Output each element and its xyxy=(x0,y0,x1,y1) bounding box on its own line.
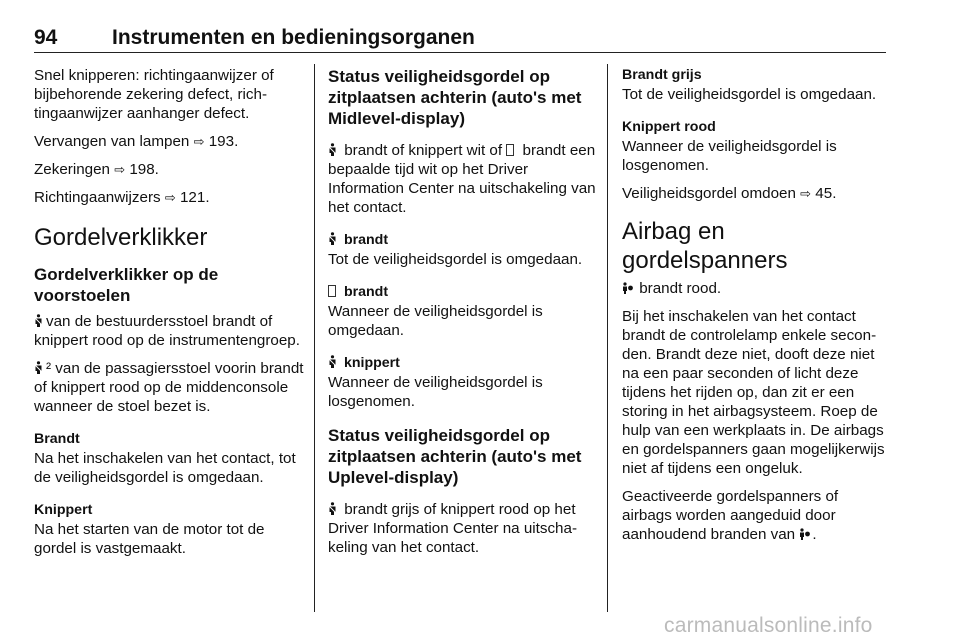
page-number: 94 xyxy=(34,26,58,49)
label-brandt: Brandt xyxy=(34,431,80,447)
chapter-heading: Gordelverklikker xyxy=(34,224,208,251)
label-knippert: Knippert xyxy=(34,502,93,518)
page-ref-arrow-icon: ⇨ xyxy=(114,162,126,177)
airbag-icon xyxy=(799,528,810,540)
page-ref-arrow-icon: ⇨ xyxy=(800,186,812,201)
column-divider xyxy=(314,64,315,612)
page-header xyxy=(34,26,886,53)
label-knippert-rood: Knippert rood xyxy=(622,119,716,135)
seatbelt-icon xyxy=(34,314,43,327)
paragraph: Zekeringen ⇨ 198. xyxy=(34,161,159,178)
label-knippert: knippert xyxy=(340,355,400,371)
paragraph: van de bestuurdersstoel brandt of knippert rood op de instrumentengroep. xyxy=(34,313,300,349)
page-ref-link[interactable]: 193. xyxy=(208,133,239,150)
paragraph: brandt grijs of knippert rood op het Driver Information Center na uitschakeling van het contact. xyxy=(328,501,578,556)
section-heading: Gordelverklikker op de voorstoelen xyxy=(34,265,219,305)
paragraph: Snel knipperen: richtingaanwijzer of bijbehorende zekering defect, richtingaanwijzer aanhanger defect. xyxy=(34,67,274,122)
page-ref-link[interactable]: 198. xyxy=(129,161,159,178)
column-right xyxy=(622,66,888,553)
section-heading: Status veiligheidsgordel op zitplaatsen achterin (auto's met Midlevel-display) xyxy=(328,67,582,128)
page-ref-link[interactable]: 45. xyxy=(815,185,837,202)
unknown-glyph-icon xyxy=(506,144,514,156)
airbag-icon xyxy=(622,282,633,294)
watermark: carmanualsonline.info xyxy=(664,614,873,637)
seatbelt-icon xyxy=(34,361,43,374)
label-brandt: brandt xyxy=(340,284,389,300)
page-ref-arrow-icon: ⇨ xyxy=(193,134,205,149)
seatbelt-icon xyxy=(328,143,337,156)
column-left xyxy=(34,66,304,567)
page-ref-arrow-icon: ⇨ xyxy=(164,190,176,205)
paragraph: brandt rood. xyxy=(622,279,888,298)
paragraph: Geactiveerde gordelspanners of airbags worden aangeduid door aanhoudend branden van . xyxy=(622,488,839,543)
paragraph: Bij het inschakelen van het contact brandt de controlelamp enkele seconden. Brandt deze niet, dooft deze niet na een paar seconden of licht deze tijdens het rijden op, dan zit er een storing in het airbagsysteem. Roep de hulp van een werkplaats in. De airbags en gordelspanners gaan mogelijkerwijs niet af tijdens een ongeluk. xyxy=(622,308,885,477)
paragraph: Knippert Na het starten van de motor tot de gordel is vastgemaakt. xyxy=(34,501,304,558)
paragraph: Veiligheidsgordel omdoen ⇨ 45. xyxy=(622,185,837,202)
column-divider xyxy=(607,64,608,612)
column-middle xyxy=(328,66,596,566)
paragraph: Richtingaanwijzers ⇨ 121. xyxy=(34,189,210,206)
paragraph: Brandt Na het inschakelen van het contact, tot de veiligheidsgordel is omgedaan. xyxy=(34,430,304,487)
unknown-glyph-icon xyxy=(328,285,336,297)
paragraph: Brandt grijs Tot de veiligheidsgordel is omgedaan. xyxy=(622,66,888,104)
chapter-heading: Airbag en gordelspanners xyxy=(622,218,788,274)
section-heading: Status veiligheidsgordel op zitplaatsen achterin (auto's met Uplevel-display) xyxy=(328,426,582,487)
seatbelt-icon xyxy=(328,355,337,368)
paragraph: brandt of knippert wit of brandt een bepaalde tijd wit op het Driver Information Center na uitschakeling van het contact. xyxy=(328,142,596,216)
paragraph: ² van de passagiersstoel voorin brandt of knippert rood op de middenconsole wanneer de stoel bezet is. xyxy=(34,360,304,415)
page-ref-link[interactable]: 121. xyxy=(179,189,210,206)
paragraph: knippert Wanneer de veiligheidsgordel is losgenomen. xyxy=(328,355,543,410)
seatbelt-icon xyxy=(328,502,337,515)
paragraph: brandt Wanneer de veiligheidsgordel is omgedaan. xyxy=(328,284,543,339)
seatbelt-icon xyxy=(328,232,337,245)
paragraph: brandt Tot de veiligheidsgordel is omgedaan. xyxy=(328,232,583,268)
label-brandt: brandt xyxy=(340,232,389,248)
paragraph: Knippert rood Wanneer de veiligheidsgordel is losgenomen. xyxy=(622,118,888,175)
label-brandt-grijs: Brandt grijs xyxy=(622,67,702,83)
running-title: Instrumenten en bedieningsorganen xyxy=(112,26,475,49)
paragraph: Vervangen van lampen ⇨ 193. xyxy=(34,133,239,150)
